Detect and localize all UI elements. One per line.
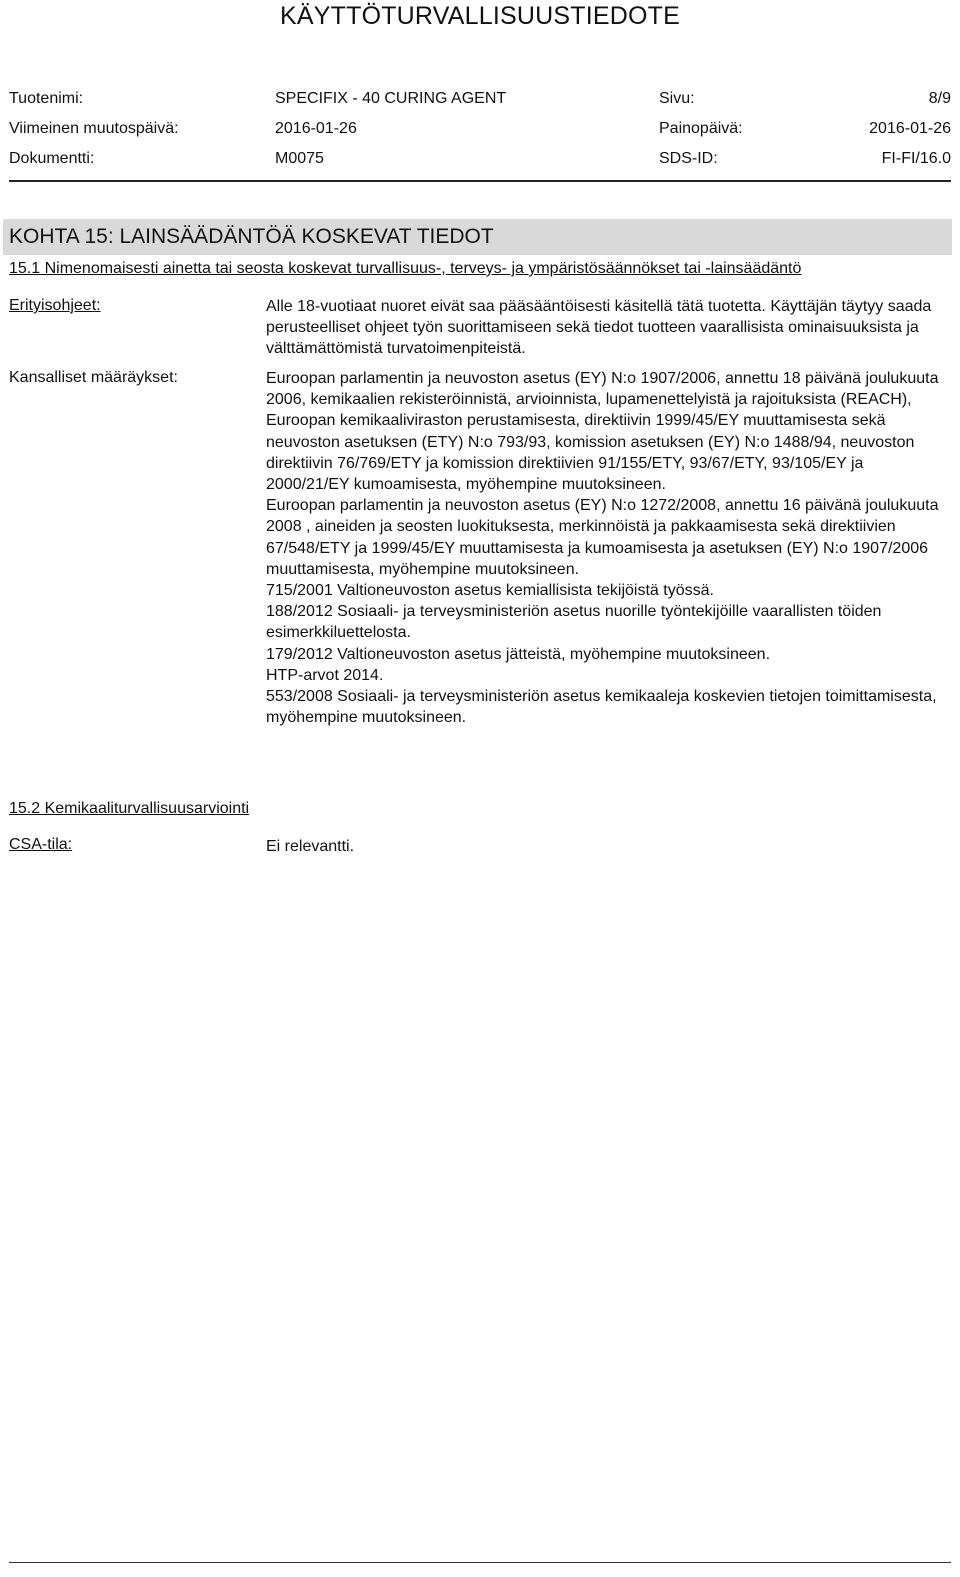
regulation-item: Euroopan parlamentin ja neuvoston asetus (EY) N:o 1907/2006, annettu 18 päivänä joulukuuta 2006, kemikaalien rekisteröinnistä, arvioinnista, lupamenettelyistä ja rajoituksista (REACH), Euroopan kemikaaliviraston perustamisesta, direktiivin 1999/45/EY muuttamisesta sekä neuvoston asetuksen (ETY) N:o 793/93, komission asetuksen (EY) N:o 1488/94, neuvoston direktiivin 76/769/ETY ja komission direktiivien 91/155/ETY, 93/67/ETY, 93/105/EY ja 2000/21/EY kumoamisesta, myöhempine muutoksineen. [266, 370, 939, 494]
section-15-title: KOHTA 15: LAINSÄÄDÄNTÖÄ KOSKEVAT TIEDOT [3, 219, 952, 255]
document-id-value: M0075 [275, 150, 324, 167]
page-value: 8/9 [928, 90, 951, 107]
footer-divider [9, 1562, 951, 1563]
document-id-label: Dokumentti: [9, 150, 95, 167]
national-regulations-list [266, 368, 950, 728]
print-date-label: Painopäivä: [659, 120, 743, 137]
regulation-item: 715/2001 Valtioneuvoston asetus kemiallisista tekijöistä työssä. [266, 582, 714, 600]
product-name-value: SPECIFIX - 40 CURING AGENT [275, 90, 507, 107]
subsection-15-2-title: 15.2 Kemikaaliturvallisuusarviointi [9, 800, 250, 817]
regulation-item: 179/2012 Valtioneuvoston asetus jätteistä, myöhempine muutoksineen. [266, 645, 771, 663]
document-title: KÄYTTÖTURVALLISUUSTIEDOTE [280, 2, 680, 30]
special-instructions-label: Erityisohjeet: [9, 297, 101, 314]
regulation-item: 188/2012 Sosiaali- ja terveysministeriön asetus nuorille työntekijöille vaarallisten töiden esimerkkiluettelosta. [266, 603, 882, 642]
special-instructions-paragraph: Alle 18-vuotiaat nuoret eivät saa pääsääntöisesti käsitellä tätä tuotetta. Käyttäjän täytyy saada perusteelliset ohjeet työn suorittamiseen sekä tiedot tuotteen vaarallisista ominaisuuksista ja välttämättömistä turvatoimenpiteistä. [266, 298, 932, 358]
subsection-15-1-title: 15.1 Nimenomaisesti ainetta tai seosta koskevat turvallisuus-, terveys- ja ympäristösäännökset tai -lainsäädäntö [9, 260, 802, 277]
sds-id-value: FI-FI/16.0 [881, 150, 951, 167]
meta-row-revision [9, 118, 951, 148]
sds-id-label: SDS-ID: [659, 150, 718, 167]
regulation-item: HTP-arvot 2014. [266, 666, 384, 684]
national-regulations-label: Kansalliset määräykset: [9, 369, 178, 386]
csa-status-label: CSA-tila: [9, 836, 73, 853]
meta-row-product [9, 88, 951, 118]
document-header-info [9, 88, 951, 178]
regulation-item: Euroopan parlamentin ja neuvoston asetus (EY) N:o 1272/2008, annettu 16 päivänä joulukuuta 2008 , aineiden ja seosten luokituksesta, merkinnöistä ja pakkaamisesta sekä direktiivien 67/548/ETY ja 1999/45/EY muuttamisesta ja kumoamisesta ja asetuksen (EY) N:o 1907/2006 muuttamisesta, myöhempine muutoksineen. [266, 497, 939, 578]
revision-date-label: Viimeinen muutospäivä: [9, 120, 179, 137]
meta-row-document [9, 148, 951, 178]
special-instructions-text [266, 296, 950, 360]
revision-date-value: 2016-01-26 [275, 120, 357, 137]
print-date-value: 2016-01-26 [869, 120, 951, 137]
header-divider [9, 180, 951, 182]
csa-status-value: Ei relevantti. [266, 838, 355, 855]
page-label: Sivu: [659, 90, 695, 107]
regulation-item: 553/2008 Sosiaali- ja terveysministeriön asetus kemikaaleja koskevien tietojen toimittamisesta, myöhempine muutoksineen. [266, 688, 937, 727]
product-name-label: Tuotenimi: [9, 90, 84, 107]
